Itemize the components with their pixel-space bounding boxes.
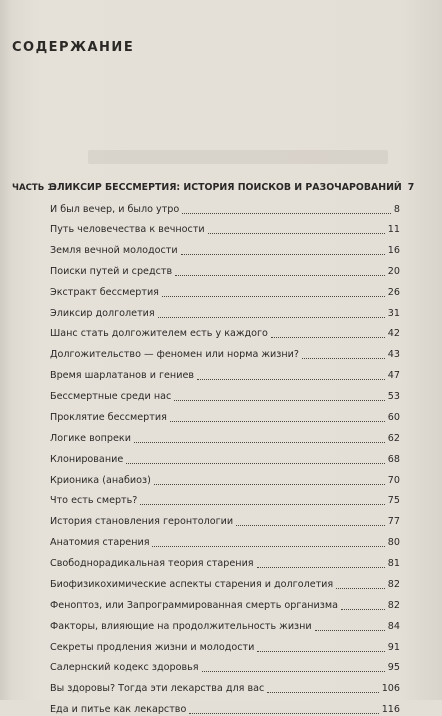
entry-page-number: 31 (387, 308, 400, 319)
leader-dots (236, 525, 385, 526)
entry-page-number: 95 (387, 662, 400, 673)
toc-entry[interactable] (50, 262, 400, 278)
entry-page-number: 75 (387, 495, 400, 506)
entry-page-number: 81 (387, 558, 400, 569)
part-page-number: 7 (407, 182, 415, 193)
entry-title: Долгожительство — феномен или норма жизни? (50, 349, 299, 360)
leader-dots (202, 671, 385, 672)
entry-title: Свободнорадикальная теория старения (50, 558, 254, 569)
toc-entry[interactable] (50, 387, 400, 403)
toc-entry[interactable] (50, 450, 400, 466)
leader-dots (158, 317, 385, 318)
entry-page-number: 20 (387, 266, 400, 277)
entry-title: Эликсир долголетия (50, 308, 155, 319)
toc-entry[interactable] (50, 283, 400, 299)
leader-dots (315, 630, 385, 631)
entry-page-number: 47 (387, 370, 400, 381)
leader-dots (267, 692, 378, 693)
entry-title: Салернский кодекс здоровья (50, 662, 199, 673)
part-label: ЧАСТЬ 1. (12, 183, 57, 193)
entry-page-number: 84 (387, 621, 400, 632)
entry-page-number: 70 (387, 475, 400, 486)
entry-page-number: 60 (387, 412, 400, 423)
leader-dots (181, 254, 385, 255)
entry-title: И был вечер, и было утро (50, 204, 180, 215)
toc-entry[interactable] (50, 658, 400, 674)
leader-dots (257, 567, 385, 568)
leader-dots (175, 275, 385, 276)
entry-title: Время шарлатанов и гениев (50, 370, 194, 381)
leader-dots (341, 609, 385, 610)
toc-part-row[interactable] (12, 178, 415, 194)
toc-entry[interactable] (50, 345, 400, 361)
leader-dots (162, 296, 385, 297)
entry-page-number: 91 (387, 642, 400, 653)
entry-title: Земля вечной молодости (50, 245, 178, 256)
entry-title: Поиски путей и средств (50, 266, 173, 277)
toc-entry[interactable] (50, 471, 400, 487)
entry-page-number: 82 (387, 600, 400, 611)
toc-entry[interactable] (50, 491, 400, 507)
entry-page-number: 82 (387, 579, 400, 590)
toc-entry[interactable] (50, 220, 400, 236)
entry-title: Биофизикохимические аспекты старения и долголетия (50, 579, 334, 590)
leader-dots (197, 379, 385, 380)
toc-entry[interactable] (50, 638, 400, 654)
leader-dots (126, 463, 385, 464)
leader-dots (152, 546, 384, 547)
toc-entry[interactable] (50, 241, 400, 257)
leader-dots (271, 337, 385, 338)
entry-title: Путь человечества к вечности (50, 224, 205, 235)
entry-title: Анатомия старения (50, 537, 150, 548)
bleed-through-shadow (88, 150, 388, 164)
toc-entry[interactable] (50, 429, 400, 445)
leader-dots (189, 713, 378, 714)
entry-page-number: 8 (393, 204, 400, 215)
entry-title: Еда и питье как лекарство (50, 704, 187, 715)
toc-entry[interactable] (50, 554, 400, 570)
toc-entry[interactable] (50, 512, 400, 528)
toc-entry[interactable] (50, 200, 400, 216)
part-title: ЭЛИКСИР БЕССМЕРТИЯ: ИСТОРИЯ ПОИСКОВ И РАЗОЧАРОВАНИЙ (50, 182, 402, 193)
leader-dots (174, 400, 385, 401)
toc-entry[interactable] (50, 596, 400, 612)
page-title: СОДЕРЖАНИЕ (12, 40, 135, 55)
leader-dots (257, 651, 384, 652)
entry-title: История становления геронтологии (50, 516, 234, 527)
entry-title: Экстракт бессмертия (50, 287, 159, 298)
toc-entry[interactable] (50, 408, 400, 424)
leader-dots (140, 504, 384, 505)
toc-entry[interactable] (50, 679, 400, 695)
entry-page-number: 16 (387, 245, 400, 256)
entry-title: Факторы, влияющие на продолжительность жизни (50, 621, 312, 632)
entry-title: Что есть смерть? (50, 495, 138, 506)
leader-dots (182, 213, 391, 214)
entry-title: Клонирование (50, 454, 124, 465)
leader-dots (302, 358, 385, 359)
entry-title: Бессмертные среди нас (50, 391, 172, 402)
toc-entry[interactable] (50, 304, 400, 320)
toc-entry[interactable] (50, 366, 400, 382)
entry-page-number: 106 (381, 683, 400, 694)
entry-page-number: 68 (387, 454, 400, 465)
entry-page-number: 11 (387, 224, 400, 235)
entry-title: Шанс стать долгожителем есть у каждого (50, 328, 268, 339)
toc-entry[interactable] (50, 575, 400, 591)
entry-page-number: 80 (387, 537, 400, 548)
leader-dots (134, 442, 385, 443)
leader-dots (154, 484, 385, 485)
toc-entry[interactable] (50, 700, 400, 716)
toc-entry[interactable] (50, 324, 400, 340)
leader-dots (208, 233, 385, 234)
leader-dots (336, 588, 385, 589)
entry-page-number: 62 (387, 433, 400, 444)
entry-page-number: 42 (387, 328, 400, 339)
toc-entry[interactable] (50, 533, 400, 549)
toc-entry[interactable] (50, 617, 400, 633)
entry-page-number: 43 (387, 349, 400, 360)
entry-title: Крионика (анабиоз) (50, 475, 151, 486)
entry-title: Секреты продления жизни и молодости (50, 642, 255, 653)
entry-page-number: 26 (387, 287, 400, 298)
entry-title: Логике вопреки (50, 433, 131, 444)
entry-page-number: 77 (387, 516, 400, 527)
entry-title: Феноптоз, или Запрограммированная смерть организма (50, 600, 339, 611)
leader-dots (170, 421, 385, 422)
entry-title: Проклятие бессмертия (50, 412, 167, 423)
entry-page-number: 53 (387, 391, 400, 402)
entry-page-number: 116 (381, 704, 400, 715)
entry-title: Вы здоровы? Тогда эти лекарства для вас (50, 683, 265, 694)
